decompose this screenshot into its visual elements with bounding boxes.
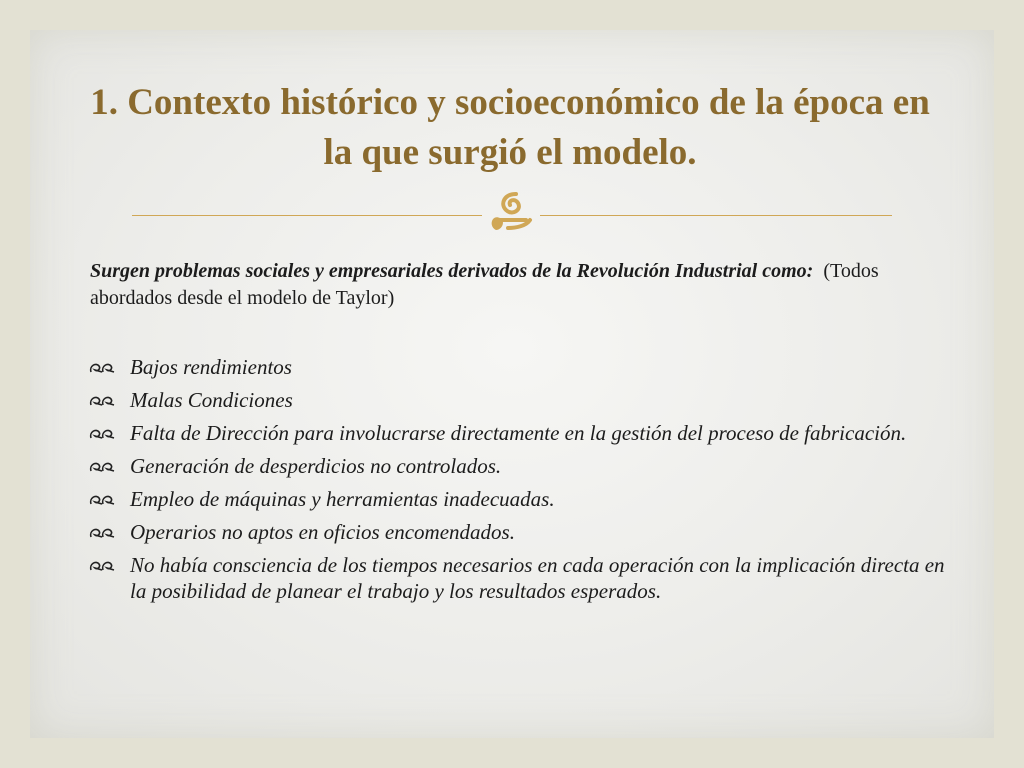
bullet-text: Malas Condiciones xyxy=(130,388,293,412)
bullet-text: Generación de desperdicios no controlados. xyxy=(130,454,502,478)
list-item xyxy=(88,552,948,604)
bullet-text: Empleo de máquinas y herramientas inadecuadas. xyxy=(130,487,555,511)
list-item xyxy=(88,354,948,380)
intro-lead-text: Surgen problemas sociales y empresariales derivados de la Revolución Industrial como: xyxy=(90,260,814,282)
bullet-text: No había consciencia de los tiempos necesarios en cada operación con la implicación directa en la posibilidad de planear el trabajo y los resultados esperados. xyxy=(130,553,945,603)
title-divider-right xyxy=(540,215,892,216)
bullet-text: Falta de Dirección para involucrarse directamente en la gestión del proceso de fabricación. xyxy=(130,421,907,445)
bullet-text: Bajos rendimientos xyxy=(130,355,292,379)
intro-paragraph xyxy=(90,258,950,312)
list-item xyxy=(88,387,948,413)
double-curl-bullet-icon xyxy=(88,525,120,541)
bullet-text: Operarios no aptos en oficios encomendados. xyxy=(130,520,515,544)
list-item xyxy=(88,453,948,479)
title-divider-left xyxy=(132,215,482,216)
list-item xyxy=(88,486,948,512)
double-curl-bullet-icon xyxy=(88,360,120,376)
double-curl-bullet-icon xyxy=(88,393,120,409)
slide-title: 1. Contexto histórico y socioeconómico de la época en la que surgió el modelo. xyxy=(90,82,930,173)
intro-note-text: (Todos abordados desde el modelo de Taylor) xyxy=(90,260,879,309)
list-item xyxy=(88,519,948,545)
double-curl-bullet-icon xyxy=(88,558,120,574)
double-curl-bullet-icon xyxy=(88,459,120,475)
double-curl-bullet-icon xyxy=(88,492,120,508)
bullet-list xyxy=(88,354,948,611)
list-item xyxy=(88,420,948,446)
double-curl-bullet-icon xyxy=(88,426,120,442)
scroll-ornament-icon xyxy=(486,190,538,236)
